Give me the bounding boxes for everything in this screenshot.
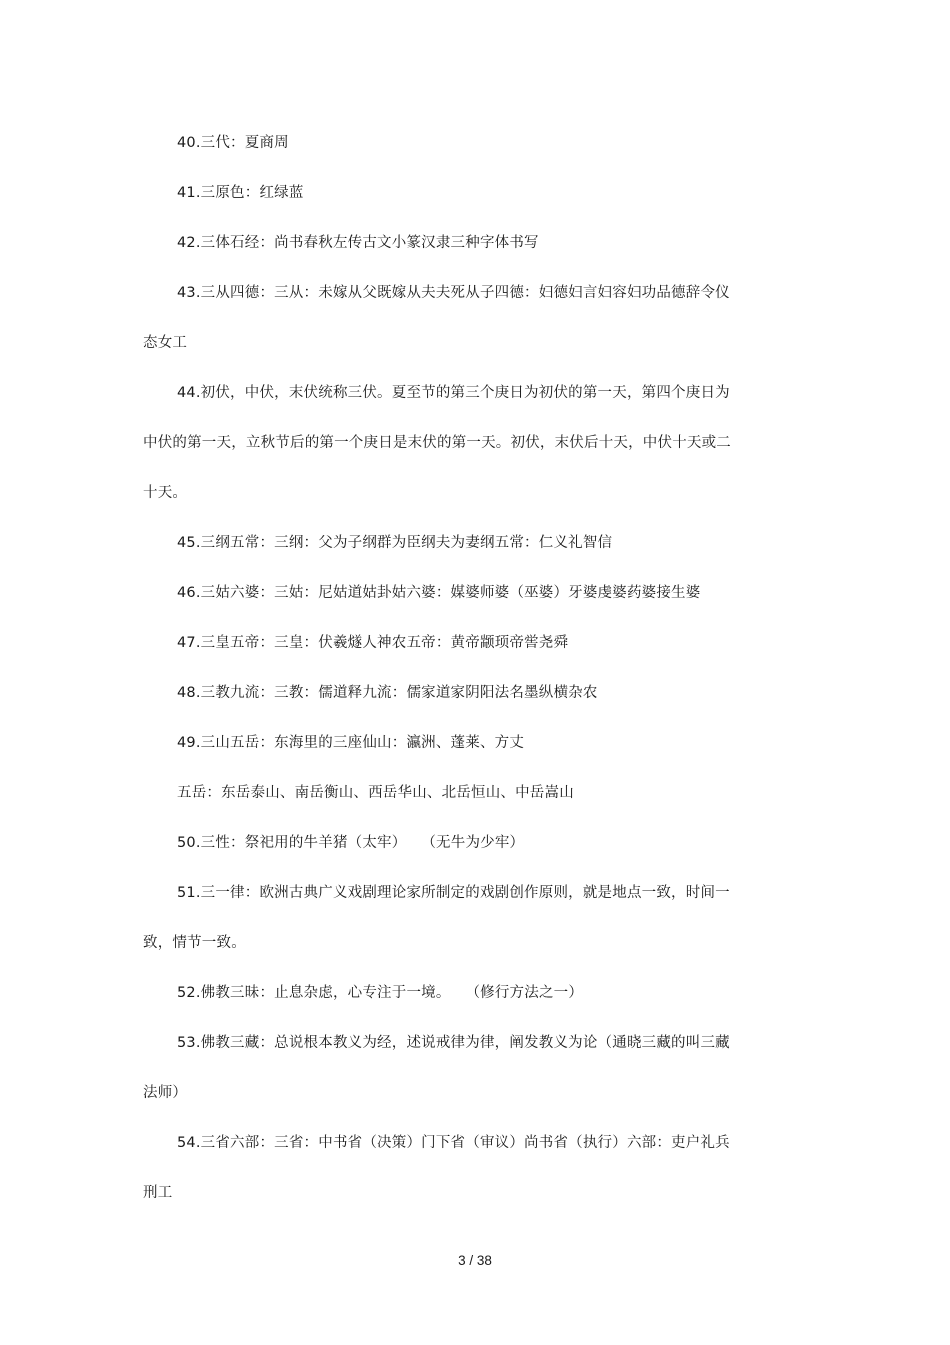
entry-53-continued: 法师） xyxy=(143,1085,188,1101)
entry-49-five-mountains: 五岳：东岳泰山、南岳衡山、西岳华山、北岳恒山、中岳嵩山 xyxy=(177,785,574,801)
entry-44-continued-2: 十天。 xyxy=(143,485,188,501)
entry-48: 48.三教九流：三教：儒道释九流：儒家道家阴阳法名墨纵横杂农 xyxy=(177,685,598,701)
entry-44-continued: 中伏的第一天，立秋节后的第一个庚日是末伏的第一天。初伏，末伏后十天，中伏十天或二 xyxy=(143,435,731,451)
entry-54: 54.三省六部：三省：中书省（决策）门下省（审议）尚书省（执行）六部：吏户礼兵 xyxy=(177,1135,730,1151)
page-number: 3 / 38 xyxy=(458,1253,492,1268)
entry-53: 53.佛教三藏：总说根本教义为经，述说戒律为律，阐发教义为论（通晓三藏的叫三藏 xyxy=(177,1035,730,1051)
entry-46: 46.三姑六婆：三姑：尼姑道姑卦姑六婆：媒婆师婆（巫婆）牙婆虔婆药婆接生婆 xyxy=(177,585,701,601)
entry-52: 52.佛教三昧：止息杂虑，心专注于一境。 （修行方法之一） xyxy=(177,985,584,1001)
entry-47: 47.三皇五帝：三皇：伏羲燧人神农五帝：黄帝颛顼帝喾尧舜 xyxy=(177,635,569,651)
entry-40: 40.三代：夏商周 xyxy=(177,135,289,151)
entry-42: 42.三体石经：尚书春秋左传古文小篆汉隶三种字体书写 xyxy=(177,235,539,251)
entry-43: 43.三从四德：三从：未嫁从父既嫁从夫夫死从子四德：妇德妇言妇容妇功品德辞令仪 xyxy=(177,285,730,301)
entry-51-continued: 致，情节一致。 xyxy=(143,935,246,951)
entry-44: 44.初伏，中伏，末伏统称三伏。夏至节的第三个庚日为初伏的第一天，第四个庚日为 xyxy=(177,385,730,401)
entry-45: 45.三纲五常：三纲：父为子纲群为臣纲夫为妻纲五常：仁义礼智信 xyxy=(177,535,613,551)
entry-50: 50.三性：祭祀用的牛羊猪（太牢） （无牛为少牢） xyxy=(177,835,525,851)
entry-49: 49.三山五岳：东海里的三座仙山：瀛洲、蓬莱、方丈 xyxy=(177,735,525,751)
entry-41: 41.三原色：红绿蓝 xyxy=(177,185,304,201)
entry-51: 51.三一律：欧洲古典广义戏剧理论家所制定的戏剧创作原则，就是地点一致，时间一 xyxy=(177,885,730,901)
entry-43-continued: 态女工 xyxy=(143,335,188,351)
entry-54-continued: 刑工 xyxy=(143,1185,173,1201)
